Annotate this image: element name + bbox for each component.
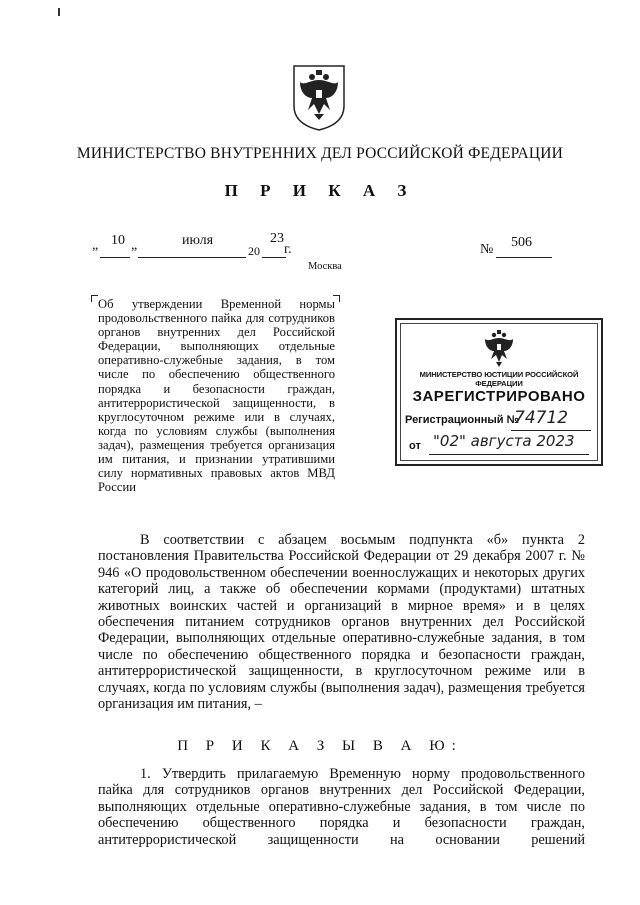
stamp-ministry: МИНИСТЕРСТВО ЮСТИЦИИ РОССИЙСКОЙ ФЕДЕРАЦИИ [419, 370, 579, 388]
city: Москва [308, 261, 342, 272]
stamp-reg-number: 74712 [514, 408, 569, 428]
date-close-quote: „ [131, 238, 138, 253]
stamp-date-underline [429, 454, 589, 455]
number-underline [496, 257, 552, 258]
number-value: 506 [511, 235, 532, 250]
command-heading: П Р И К А З Ы В А Ю: [177, 738, 463, 754]
stamp-registered: ЗАРЕГИСТРИРОВАНО [412, 388, 586, 405]
stamp-number-underline [511, 430, 591, 431]
russian-coat-of-arms-icon [290, 62, 348, 132]
subject-bracket-left [91, 295, 98, 302]
preamble-paragraph: В соответствии с абзацем восьмым подпункта «б» пункта 2 постановления Правительства Российской Федерации от 29 декабря 2007 г. № 946 «О продовольственном обеспечении военнослужащих и некоторых других категорий лиц, а также об обеспечении кормами (продуктами) штатных животных воинских частей и организаций в мирное время» и в целях обеспечения питанием сотрудников органов внутренних дел Российской Федерации, выполняющих отдельные оперативно-служебные задания, в том числе по обеспечению общественного порядка и безопасности граждан, антитеррористической защищенности, в круглосуточном режиме или в случаях, когда по условиям службы (выполнения задач), размещения требуется организация им питания, – [98, 532, 585, 713]
item-1-paragraph: 1. Утвердить прилагаемую Временную норму продовольственного пайка для сотрудников органов внутренних дел Российской Федерации, выполняющих отдельные оперативно-служебные задания, в том числе по обеспечению общественного порядка и безопасности граждан, антитеррористической защищенности на основании решений [98, 766, 585, 848]
order-subject: Об утверждении Временной нормы продовольственного пайка для сотрудников органов внутренних дел Российской Федерации, выполняющих отдельные оперативно-служебные задания, в том числе по обеспечению общественного порядка и безопасности граждан, антитеррористической защищенности, в круглосуточном режиме или в случаях, когда по условиям службы (выполнения задач), размещения требуется организация им питания, и признании утратившими силу нормативных правовых актов МВД России [98, 297, 335, 495]
date-year: 23 [270, 231, 284, 246]
ministry-title: МИНИСТЕРСТВО ВНУТРЕННИХ ДЕЛ РОССИЙСКОЙ ФЕДЕРАЦИИ [76, 145, 564, 162]
preamble-block [98, 532, 585, 712]
date-year-suffix: г. [284, 242, 292, 257]
date-day: 10 [111, 233, 125, 248]
date-month: июля [182, 233, 214, 248]
month-underline [138, 257, 246, 258]
registration-stamp [395, 318, 603, 466]
date-open-quote: „ [92, 238, 99, 253]
stamp-from-date: "02" августа 2023 [433, 432, 575, 450]
document-type: П Р И К А З [224, 181, 416, 200]
day-underline [100, 257, 130, 258]
scan-mark [58, 8, 60, 16]
number-label: № [480, 242, 494, 257]
year-underline [262, 257, 286, 258]
item-1-block [98, 766, 585, 848]
stamp-from-label: от [409, 440, 421, 452]
stamp-reg-label: Регистрационный № [405, 414, 519, 426]
russian-coat-of-arms-icon [481, 328, 517, 368]
date-century: 20 [248, 244, 260, 258]
